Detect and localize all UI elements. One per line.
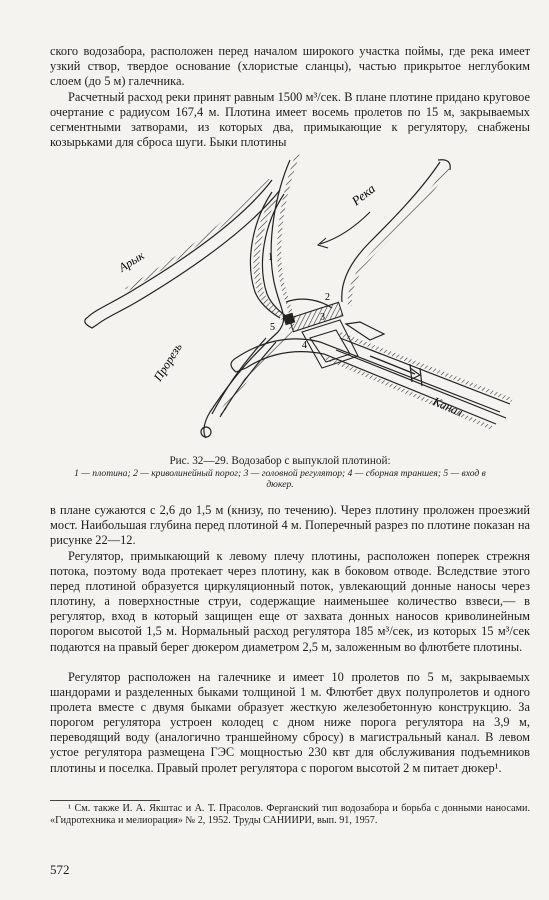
page-number: 572 bbox=[50, 862, 70, 877]
paragraph-3: в плане сужаются с 2,6 до 1,5 м (книзу, по течению). Через плотину проложен проезжий мост. Наибольшая глубина перед плотиной 4 м. Поперечный разрез по плотине показан на рисунке 22—12. bbox=[50, 503, 530, 548]
prorez-channel bbox=[212, 338, 276, 417]
label-kanal: Канал bbox=[430, 393, 465, 420]
paragraph-4: Регулятор, примыкающий к левому плечу плотины, расположен поперек стрежня потока, поэтому вода протекает через плотину, как в боковом отводе. Вследствие этого перед плотиной образуется циркуляционный поток, увлекающий донные наносы через плотину, а поверхностные струи, содержащие наименьшее количество взвеси,— в регулятор, вход в который защищен еще от захвата донных наносов криволинейным порогом высотой 1,5 м. Нормальный расход регулятора 185 м³/сек, из которых 15 м³/сек подаются на правый берег дюкером диаметром 2,5 м, заложенным во флютбете плотины. bbox=[50, 549, 530, 654]
label-aryk: Арык bbox=[116, 248, 147, 275]
figure-legend: 1 — плотина; 2 — криволинейный порог; 3 — головной регулятор; 4 — сборная траншея; 5 — вход в дюкер. bbox=[74, 468, 486, 490]
canal-bank-lower bbox=[326, 358, 492, 428]
canal-bank bbox=[340, 334, 512, 400]
paragraph-2: Расчетный расход реки принят равным 1500 м³/сек. В плане плотине придано круговое очертание с радиусом 167,4 м. Плотина имеет восемь пролетов по 15 м, закрываемых сегментными затворами, из которых два, примыкающие к регулятору, снабжены козырьками для сброса шуги. Быки плотины bbox=[50, 90, 530, 150]
label-num-1: 1 bbox=[268, 252, 273, 263]
paragraph-5: Регулятор расположен на галечнике и имеет 10 пролетов по 5 м, закрываемых шандорами и разделенных быками толщиной 1 м. Флютбет двух полупролетов и одного пролета вместе с двумя быками образует жесткую железобетонную конструкцию. За порогом регулятора устроен колодец с дном ниже порога регулятора на 3,9 м, переводящий воду (аналогично траншейному сбросу) в магистральный канал. В левом устое регулятора размещена ГЭС мощностью 230 квт для обслуживания подъемников плотины и поселка. Правый пролет регулятора с порогом высотой 2 м питает дюкер¹. bbox=[50, 670, 530, 775]
right-river-bank bbox=[342, 160, 451, 306]
paragraph-1: ского водозабора, расположен перед началом широкого участка поймы, где река имеет узкий створ, твердое основание (хлористые сланцы), частью прикрытое неглубоким слоем (до 5 м) галечника. bbox=[50, 44, 530, 89]
label-num-3: 3 bbox=[320, 312, 325, 323]
label-river: Река bbox=[348, 180, 378, 209]
label-num-4: 4 bbox=[302, 340, 307, 351]
flow-arrow bbox=[320, 212, 370, 244]
aryk-bank bbox=[126, 178, 268, 290]
label-num-5: 5 bbox=[270, 322, 275, 333]
footnote: ¹ См. также И. А. Якштас и А. Т. Прасолов. Ферганский тип водозабора и борьба с донными наносами. «Гидротехника и мелиорация» № 2, 1952. Труды САНИИРИ, вып. 91, 1957. bbox=[50, 803, 530, 826]
footnote-divider bbox=[50, 800, 160, 801]
figure-caption: Рис. 32—29. Водозабор с выпуклой плотиной: bbox=[169, 455, 391, 467]
label-num-2: 2 bbox=[325, 292, 330, 303]
water-intake-figure bbox=[40, 142, 520, 452]
label-prorez: Прорезь bbox=[150, 340, 185, 384]
